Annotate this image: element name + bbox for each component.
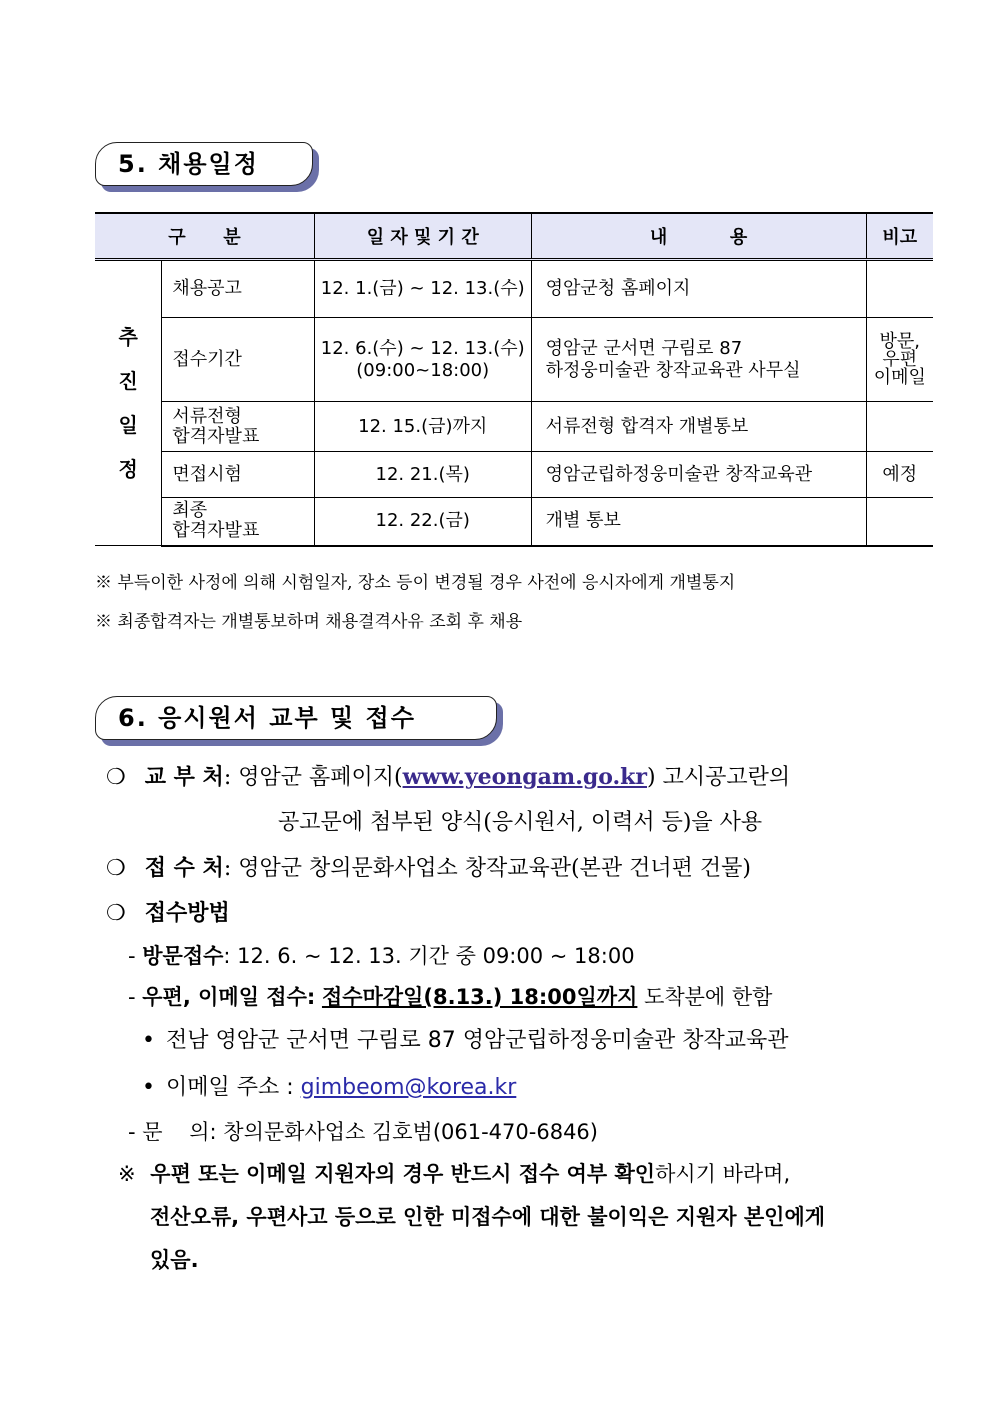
receipt-line bbox=[106, 851, 751, 882]
section6-title bbox=[95, 696, 497, 740]
visit-line bbox=[128, 940, 635, 970]
receipt-text: : 영암군 창의문화사업소 창작교육관(본관 건너편 건물) bbox=[223, 856, 751, 881]
inquiry-label: 문 의 bbox=[142, 1120, 210, 1144]
post-deadline: 접수마감일(8.13.) 18:00일까지 bbox=[321, 985, 638, 1009]
row-note-line: 방문, bbox=[879, 330, 921, 352]
section5-title-text: 5. 채용일정 bbox=[95, 142, 313, 186]
row-sub-label bbox=[162, 402, 314, 452]
row-sub-label bbox=[162, 498, 314, 546]
email-label: 이메일 주소 : bbox=[165, 1075, 301, 1100]
inquiry-line bbox=[128, 1116, 598, 1146]
row-date: 12. 15.(금)까지 bbox=[314, 402, 531, 452]
row-note: 예정 bbox=[866, 452, 933, 498]
row-sub-line: 서류전형 bbox=[172, 405, 242, 427]
category-char: 추 bbox=[118, 325, 138, 349]
table-row bbox=[95, 498, 933, 546]
bullet-icon: ❍ bbox=[106, 765, 126, 790]
post-text: 도착분에 한함 bbox=[637, 985, 773, 1009]
dash: - bbox=[128, 1120, 143, 1144]
issue-label: 교 부 처 bbox=[144, 764, 224, 790]
issue-line-2: 공고문에 첨부된 양식(응시원서, 이력서 등)을 사용 bbox=[278, 810, 763, 835]
bullet-icon: ❍ bbox=[106, 856, 126, 881]
category-cell bbox=[95, 260, 162, 546]
homepage-link[interactable]: www.yeongam.go.kr bbox=[402, 764, 648, 790]
dash: - bbox=[128, 985, 143, 1009]
table-header-row bbox=[95, 213, 933, 260]
table-row bbox=[95, 318, 933, 402]
row-note-line: 이메일 bbox=[873, 366, 926, 388]
visit-label: 방문접수 bbox=[142, 944, 224, 968]
row-note bbox=[866, 318, 933, 402]
address-line bbox=[142, 1023, 789, 1054]
row-sub-line: 최종 bbox=[172, 500, 208, 522]
dash: - bbox=[128, 944, 143, 968]
row-content: 개별 통보 bbox=[531, 498, 866, 546]
row-date: 12. 22.(금) bbox=[314, 498, 531, 546]
issue-text: : 영암군 홈페이지( bbox=[223, 765, 403, 790]
row-content-line: 하정웅미술관 창작교육관 사무실 bbox=[545, 359, 801, 381]
row-content: 영암군립하정웅미술관 창작교육관 bbox=[531, 452, 866, 498]
row-date: 12. 21.(목) bbox=[314, 452, 531, 498]
row-sub-line: 합격자발표 bbox=[172, 425, 260, 447]
row-sub-label: 채용공고 bbox=[162, 260, 314, 318]
table-row bbox=[95, 402, 933, 452]
table-row bbox=[95, 260, 933, 318]
row-note bbox=[866, 402, 933, 452]
schedule-note: ※ 부득이한 사정에 의해 시험일자, 장소 등이 변경될 경우 사전에 응시자에게 개별통지 bbox=[95, 573, 736, 593]
issue-text: ) 고시공고란의 bbox=[647, 765, 791, 790]
section5-title bbox=[95, 142, 313, 186]
warning-bold: 우편 또는 이메일 지원자의 경우 반드시 접수 여부 확인 bbox=[150, 1162, 656, 1186]
table-row bbox=[95, 452, 933, 498]
dot-icon: • bbox=[142, 1028, 155, 1053]
bullet-icon: ❍ bbox=[106, 901, 126, 926]
receipt-label: 접 수 처 bbox=[144, 855, 224, 881]
warning-line-2: 전산오류, 우편사고 등으로 인한 미접수에 대한 불이익은 지원자 본인에게 bbox=[150, 1205, 826, 1229]
post-line bbox=[128, 981, 772, 1011]
header-content: 내 용 bbox=[531, 213, 866, 260]
header-date: 일 자 및 기 간 bbox=[314, 213, 531, 260]
row-note bbox=[866, 498, 933, 546]
visit-text: : 12. 6. ~ 12. 13. 기간 중 09:00 ~ 18:00 bbox=[223, 944, 635, 968]
dot-icon: • bbox=[142, 1075, 155, 1100]
address-text: 전남 영암군 군서면 구림로 87 영암군립하정웅미술관 창작교육관 bbox=[165, 1028, 789, 1053]
row-date bbox=[314, 318, 531, 402]
method-label: 접수방법 bbox=[144, 900, 230, 926]
row-sub-label: 면접시험 bbox=[162, 452, 314, 498]
warning-line-3: 있음. bbox=[150, 1248, 199, 1272]
method-line bbox=[106, 896, 230, 927]
category-char: 정 bbox=[118, 457, 138, 481]
row-content: 영암군청 홈페이지 bbox=[531, 260, 866, 318]
header-note: 비고 bbox=[866, 213, 933, 260]
schedule-table bbox=[95, 212, 933, 547]
row-date: 12. 1.(금) ~ 12. 13.(수) bbox=[314, 260, 531, 318]
email-line bbox=[142, 1070, 516, 1101]
warning-mark: ※ bbox=[118, 1162, 136, 1186]
header-category: 구 분 bbox=[95, 213, 314, 260]
warning-line-1 bbox=[118, 1158, 790, 1188]
row-content bbox=[531, 318, 866, 402]
category-char: 일 bbox=[118, 413, 138, 437]
category-char: 진 bbox=[118, 369, 138, 393]
row-content: 서류전형 합격자 개별통보 bbox=[531, 402, 866, 452]
row-sub-label: 접수기간 bbox=[162, 318, 314, 402]
post-label: 우편, 이메일 접수: bbox=[142, 985, 316, 1009]
schedule-note: ※ 최종합격자는 개별통보하며 채용결격사유 조회 후 채용 bbox=[95, 612, 523, 632]
row-content-line: 영암군 군서면 구림로 87 bbox=[545, 337, 743, 359]
row-date-line: 12. 6.(수) ~ 12. 13.(수) bbox=[320, 337, 525, 359]
row-date-line: (09:00~18:00) bbox=[356, 359, 490, 381]
row-sub-line: 합격자발표 bbox=[172, 520, 260, 542]
email-link[interactable]: gimbeom@korea.kr bbox=[300, 1075, 517, 1100]
row-note-line: 우편 bbox=[882, 348, 918, 370]
warning-normal: 하시기 바라며, bbox=[655, 1162, 791, 1186]
section6-title-text: 6. 응시원서 교부 및 접수 bbox=[95, 696, 497, 740]
issue-line bbox=[106, 760, 790, 791]
row-note bbox=[866, 260, 933, 318]
inquiry-text: : 창의문화사업소 김호범(061-470-6846) bbox=[209, 1120, 598, 1144]
